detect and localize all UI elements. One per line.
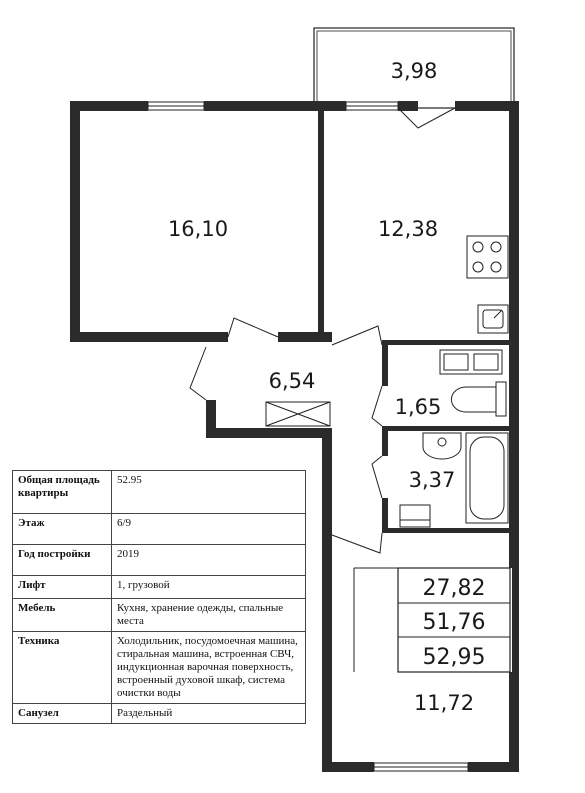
table-row — [13, 704, 306, 724]
table-row — [13, 545, 306, 576]
balcony-area-label: 3,98 — [390, 59, 438, 83]
kitchen-area-label: 12,38 — [377, 217, 439, 241]
toilet-area-label: 1,65 — [394, 395, 442, 419]
info-key: Санузел — [13, 704, 112, 724]
apartment-info-table — [12, 470, 306, 724]
info-key: Общая площадь квартиры — [13, 471, 112, 514]
hallway-area-label: 6,54 — [268, 369, 316, 393]
info-value: 2019 — [112, 545, 306, 576]
info-value: Кухня, хранение одежды, спальные места — [112, 599, 306, 632]
living-area-value: 27,82 — [422, 576, 486, 601]
info-key: Лифт — [13, 576, 112, 599]
total-area-value: 52,95 — [422, 645, 486, 670]
info-value: Холодильник, посудомоечная машина, стиральная машина, встроенная СВЧ, индукционная варочная поверхность, встроенный духовой шкаф, система очистки воды — [112, 632, 306, 704]
usable-area-value: 51,76 — [422, 610, 486, 635]
info-key: Год постройки — [13, 545, 112, 576]
info-key: Мебель — [13, 599, 112, 632]
washing-machine-icon — [400, 505, 430, 527]
bathtub-icon — [466, 433, 508, 523]
table-row — [13, 599, 306, 632]
info-key: Техника — [13, 632, 112, 704]
kitchen-sink-icon — [478, 305, 508, 333]
toilet-icon — [451, 387, 496, 412]
table-row — [13, 576, 306, 599]
ventilation-shaft — [266, 402, 330, 426]
stove-icon — [467, 236, 508, 278]
info-value: 52.95 — [112, 471, 306, 514]
toilet-room-fixtures — [440, 350, 506, 416]
bedroom-area-label: 11,72 — [413, 691, 475, 715]
table-row — [13, 632, 306, 704]
info-value: 6/9 — [112, 514, 306, 545]
bathroom-area-label: 3,37 — [408, 468, 456, 492]
table-row — [13, 514, 306, 545]
info-value: Раздельный — [112, 704, 306, 724]
info-value: 1, грузовой — [112, 576, 306, 599]
living-room-area-label: 16,10 — [167, 217, 229, 241]
info-key: Этаж — [13, 514, 112, 545]
table-row — [13, 471, 306, 514]
